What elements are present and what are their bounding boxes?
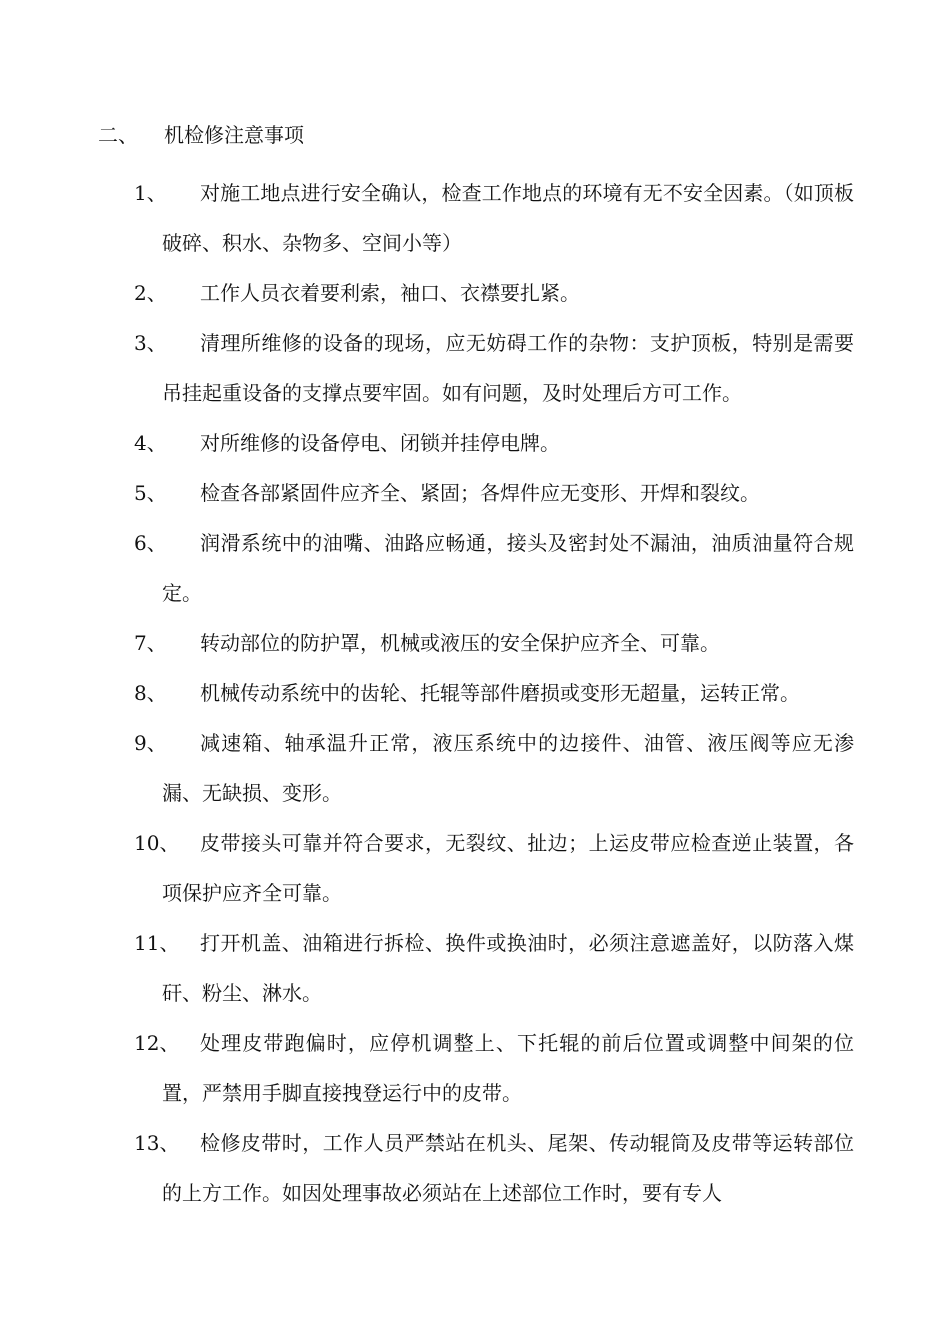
item-text: 转动部位的防护罩，机械或液压的安全保护应齐全、可靠。 bbox=[200, 631, 720, 655]
item-text: 工作人员衣着要利索，袖口、衣襟要扎紧。 bbox=[200, 281, 580, 305]
list-item bbox=[0, 1018, 950, 1118]
list-item bbox=[0, 1118, 950, 1218]
item-number: 10、 bbox=[134, 831, 180, 855]
item-number: 11、 bbox=[134, 931, 180, 955]
precautions-list bbox=[0, 168, 950, 1218]
list-item bbox=[0, 518, 950, 618]
item-number: 6、 bbox=[134, 531, 167, 555]
item-text: 处理皮带跑偏时，应停机调整上、下托辊的前后位置或调整中间架的位置，严禁用手脚直接拽登运行中的皮带。 bbox=[162, 1031, 854, 1105]
list-item bbox=[0, 918, 950, 1018]
item-text: 对所维修的设备停电、闭锁并挂停电牌。 bbox=[200, 431, 560, 455]
item-number: 2、 bbox=[134, 281, 167, 305]
item-number: 4、 bbox=[134, 431, 167, 455]
item-text: 润滑系统中的油嘴、油路应畅通，接头及密封处不漏油，油质油量符合规定。 bbox=[162, 531, 854, 605]
list-item bbox=[0, 618, 950, 668]
list-item bbox=[0, 318, 950, 418]
list-item bbox=[0, 468, 950, 518]
item-text: 清理所维修的设备的现场，应无妨碍工作的杂物：支护顶板，特别是需要吊挂起重设备的支撑点要牢固。如有问题，及时处理后方可工作。 bbox=[162, 331, 854, 405]
list-item bbox=[0, 268, 950, 318]
item-number: 13、 bbox=[134, 1131, 180, 1155]
item-number: 12、 bbox=[134, 1031, 180, 1055]
section-title: 机检修注意事项 bbox=[164, 123, 304, 147]
item-text: 机械传动系统中的齿轮、托辊等部件磨损或变形无超量，运转正常。 bbox=[200, 681, 800, 705]
item-number: 8、 bbox=[134, 681, 167, 705]
item-number: 7、 bbox=[134, 631, 167, 655]
list-item bbox=[0, 418, 950, 468]
item-text: 减速箱、轴承温升正常，液压系统中的边接件、油管、液压阀等应无渗漏、无缺损、变形。 bbox=[162, 731, 854, 805]
item-number: 5、 bbox=[134, 481, 167, 505]
item-text: 打开机盖、油箱进行拆检、换件或换油时，必须注意遮盖好，以防落入煤矸、粉尘、淋水。 bbox=[162, 931, 854, 1005]
item-text: 检修皮带时，工作人员严禁站在机头、尾架、传动辊筒及皮带等运转部位的上方工作。如因处理事故必须站在上述部位工作时，要有专人 bbox=[162, 1131, 854, 1205]
list-item bbox=[0, 718, 950, 818]
list-item bbox=[0, 818, 950, 918]
item-text: 对施工地点进行安全确认，检查工作地点的环境有无不安全因素。（如顶板破碎、积水、杂物多、空间小等） bbox=[162, 181, 854, 255]
section-number: 二、 bbox=[98, 123, 138, 147]
item-number: 3、 bbox=[134, 331, 167, 355]
list-item bbox=[0, 668, 950, 718]
item-number: 1、 bbox=[134, 181, 167, 205]
list-item bbox=[0, 168, 950, 268]
item-number: 9、 bbox=[134, 731, 167, 755]
item-text: 皮带接头可靠并符合要求，无裂纹、扯边；上运皮带应检查逆止装置，各项保护应齐全可靠。 bbox=[162, 831, 854, 905]
section-heading bbox=[0, 118, 950, 152]
item-text: 检查各部紧固件应齐全、紧固；各焊件应无变形、开焊和裂纹。 bbox=[200, 481, 760, 505]
